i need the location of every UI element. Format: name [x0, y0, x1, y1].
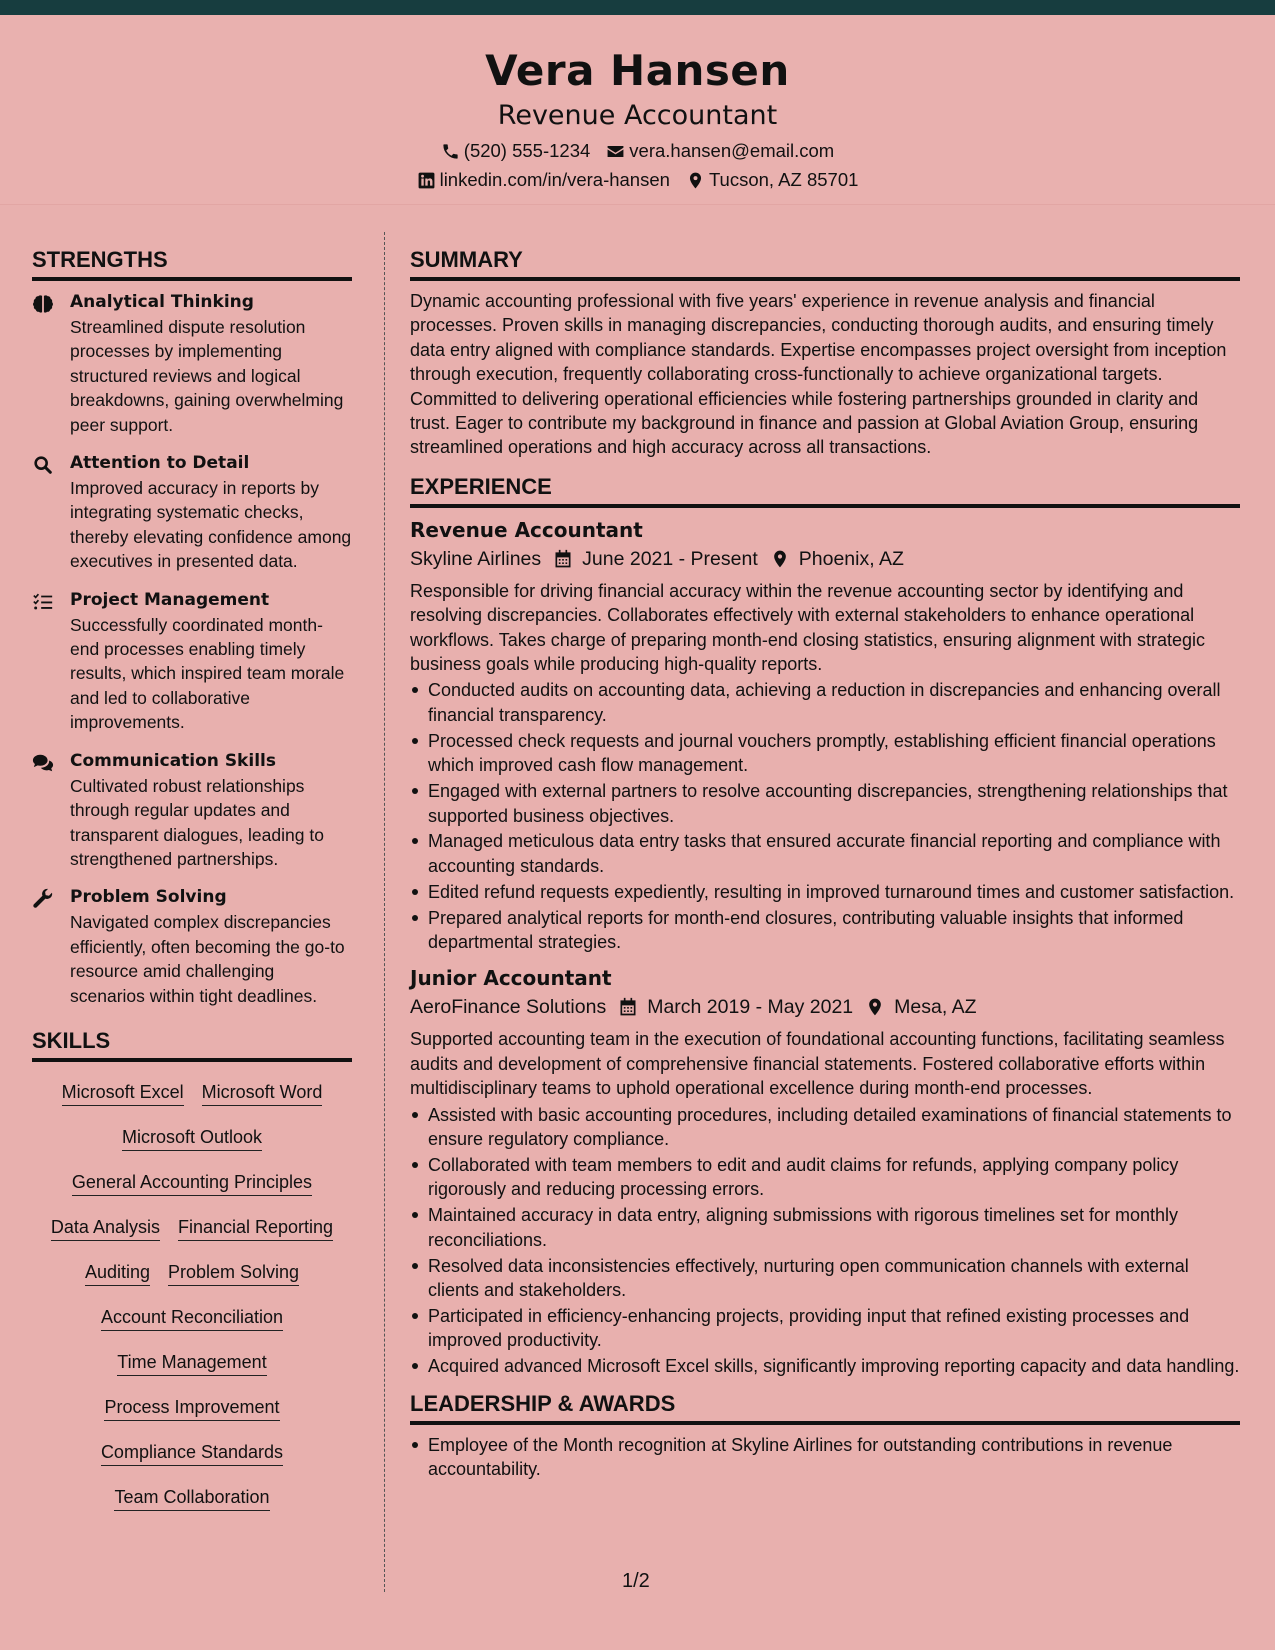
strength-item	[32, 587, 352, 735]
strength-item	[32, 289, 352, 437]
skills-heading: SKILLS	[32, 1026, 352, 1062]
email-text[interactable]: vera.hansen@email.com	[629, 140, 835, 161]
list-item: Participated in efficiency-enhancing projects, providing input that refined existing processes and improved productivity.	[410, 1304, 1240, 1353]
calendar-icon	[618, 997, 638, 1017]
list-item: Employee of the Month recognition at Skyline Airlines for outstanding contributions in revenue accountability.	[410, 1433, 1240, 1482]
chat-bubbles-icon	[32, 752, 54, 774]
phone-contact	[441, 139, 591, 163]
list-item: Engaged with external partners to resolve accounting discrepancies, strengthening relationships that supported business objectives.	[410, 779, 1240, 828]
job-location: Mesa, AZ	[894, 996, 977, 1019]
job-description: Responsible for driving financial accuracy within the revenue accounting sector by identifying and resolving discrepancies. Collaborates effectively with external stakeholders to enhance operational workflows. Takes charge of preparing month-end closing statistics, ensuring alignment with strategic business goals while producing high-quality reports.	[410, 580, 1206, 675]
strengths-heading: STRENGTHS	[32, 245, 352, 281]
top-accent-bar	[0, 0, 1275, 15]
map-pin-icon	[686, 171, 705, 190]
skill-tag: Microsoft Excel	[62, 1080, 184, 1106]
job-entry	[410, 964, 1240, 1378]
strength-item	[32, 884, 352, 1008]
list-item: Edited refund requests expediently, resulting in improved turnaround times and customer satisfaction.	[410, 880, 1240, 904]
envelope-icon	[606, 142, 625, 161]
summary-text: Dynamic accounting professional with five years' experience in revenue analysis and financial processes. Proven skills in managing discrepancies, conducting thorough audits, and ensuring timely data entry aligned with compliance standards. Expertise encompasses project oversight from inception through execution, frequently collaborating cross-functionally to achieve organizational targets. Committed to delivering operational efficiencies while fostering partnerships grounded in clarity and trust. Eager to contribute my background in finance and passion at Global Aviation Group, ensuring streamlined operations and high accuracy across all transactions.	[410, 291, 1227, 458]
leadership-bullets	[410, 1433, 1240, 1482]
contact-row-2	[0, 168, 1275, 192]
skill-tag: General Accounting Principles	[72, 1170, 312, 1196]
linkedin-contact[interactable]	[417, 168, 670, 192]
strength-title: Project Management	[70, 589, 270, 610]
calendar-icon	[553, 549, 573, 569]
strength-title: Problem Solving	[70, 887, 227, 908]
strength-desc: Improved accuracy in reports by integrating systematic checks, thereby elevating confidence among executives in presented data.	[70, 478, 352, 572]
list-item: Assisted with basic accounting procedures, including detailed examinations of financial statements to ensure regulatory compliance.	[410, 1103, 1240, 1152]
skill-tag: Financial Reporting	[178, 1215, 333, 1241]
strength-desc: Cultivated robust relationships through regular updates and transparent dialogues, leading to strengthened partnerships.	[70, 775, 324, 869]
location-text: Tucson, AZ 85701	[708, 169, 859, 190]
email-contact[interactable]	[606, 139, 834, 163]
skill-tag: Team Collaboration	[114, 1485, 269, 1511]
right-column	[410, 245, 1240, 1491]
job-title: Junior Accountant	[410, 966, 612, 991]
skill-tag: Microsoft Word	[202, 1080, 323, 1106]
map-pin-icon	[865, 997, 885, 1017]
contact-row-1	[0, 139, 1275, 163]
strength-title: Attention to Detail	[70, 453, 250, 474]
job-bullets	[410, 1103, 1240, 1379]
linkedin-text[interactable]: linkedin.com/in/vera-hansen	[439, 169, 670, 190]
job-dates: June 2021 - Present	[582, 547, 758, 570]
skill-tag: Data Analysis	[51, 1215, 160, 1241]
skill-tag: Microsoft Outlook	[122, 1125, 262, 1151]
list-item: Prepared analytical reports for month-end closures, contributing valuable insights that informed departmental strategies.	[410, 906, 1240, 955]
skill-tag: Compliance Standards	[101, 1440, 283, 1466]
skill-tag: Account Reconciliation	[101, 1305, 283, 1331]
linkedin-icon	[417, 171, 436, 190]
magnifier-icon	[32, 454, 54, 476]
job-meta	[410, 992, 1240, 1022]
strength-desc: Navigated complex discrepancies efficiently, often becoming the go-to resource amid challenging scenarios within tight deadlines.	[70, 912, 345, 1006]
job-company: Skyline Airlines	[410, 547, 542, 570]
strength-title: Communication Skills	[70, 750, 276, 771]
phone-icon	[441, 142, 460, 161]
phone-text: (520) 555-1234	[463, 140, 591, 161]
job-location: Phoenix, AZ	[798, 547, 904, 570]
candidate-title: Revenue Accountant	[497, 100, 778, 131]
list-item: Maintained accuracy in data entry, aligning submissions with rigorous timelines set for monthly reconciliations.	[410, 1203, 1240, 1252]
list-item: Processed check requests and journal vouchers promptly, establishing efficient financial operations which improved cash flow management.	[410, 729, 1240, 778]
left-column	[32, 245, 352, 1524]
job-company: AeroFinance Solutions	[410, 996, 607, 1019]
job-meta	[410, 544, 1240, 574]
list-item: Acquired advanced Microsoft Excel skills, significantly improving reporting capacity and data handling.	[410, 1354, 1240, 1378]
skill-tag: Problem Solving	[168, 1260, 299, 1286]
leadership-heading: LEADERSHIP & AWARDS	[410, 1389, 1240, 1425]
job-entry	[410, 516, 1240, 955]
wrench-icon	[32, 888, 54, 910]
candidate-name: Vera Hansen	[485, 46, 790, 95]
job-description: Supported accounting team in the execution of foundational accounting functions, facilitating seamless audits and development of comprehensive financial statements. Fostered collaborative efforts within multidisciplinary teams to uphold operational excellence during month-end processes.	[410, 1029, 1225, 1099]
list-item: Managed meticulous data entry tasks that ensured accurate financial reporting and compliance with accounting standards.	[410, 829, 1240, 878]
map-pin-icon	[770, 549, 790, 569]
task-list-icon	[32, 591, 54, 613]
skill-tag: Auditing	[85, 1260, 150, 1286]
resume-header	[0, 15, 1275, 205]
list-item: Collaborated with team members to edit and audit claims for refunds, applying company policy rigorously and reducing processing errors.	[410, 1153, 1240, 1202]
location-contact	[686, 168, 858, 192]
list-item: Resolved data inconsistencies effectively, nurturing open communication channels with external clients and stakeholders.	[410, 1254, 1240, 1303]
skill-tag: Process Improvement	[104, 1395, 279, 1421]
page-number: 1/2	[622, 1570, 650, 1592]
brain-icon	[32, 293, 54, 315]
skill-tag: Time Management	[117, 1350, 266, 1376]
column-divider	[384, 232, 385, 1592]
strength-item	[32, 450, 352, 574]
list-item: Conducted audits on accounting data, achieving a reduction in discrepancies and enhancing overall financial transparency.	[410, 678, 1240, 727]
job-dates: March 2019 - May 2021	[647, 996, 854, 1019]
summary-heading: SUMMARY	[410, 245, 1240, 281]
strength-item	[32, 748, 352, 872]
job-bullets	[410, 678, 1240, 954]
strength-desc: Successfully coordinated month-end processes enabling timely results, which inspired team morale and led to collaborative improvements.	[70, 614, 345, 733]
job-title: Revenue Accountant	[410, 517, 643, 542]
experience-heading: EXPERIENCE	[410, 472, 1240, 508]
strength-desc: Streamlined dispute resolution processes by implementing structured reviews and logical breakdowns, gaining overwhelming peer support.	[70, 317, 344, 435]
skills-list	[32, 1070, 352, 1524]
strength-title: Analytical Thinking	[70, 292, 254, 312]
